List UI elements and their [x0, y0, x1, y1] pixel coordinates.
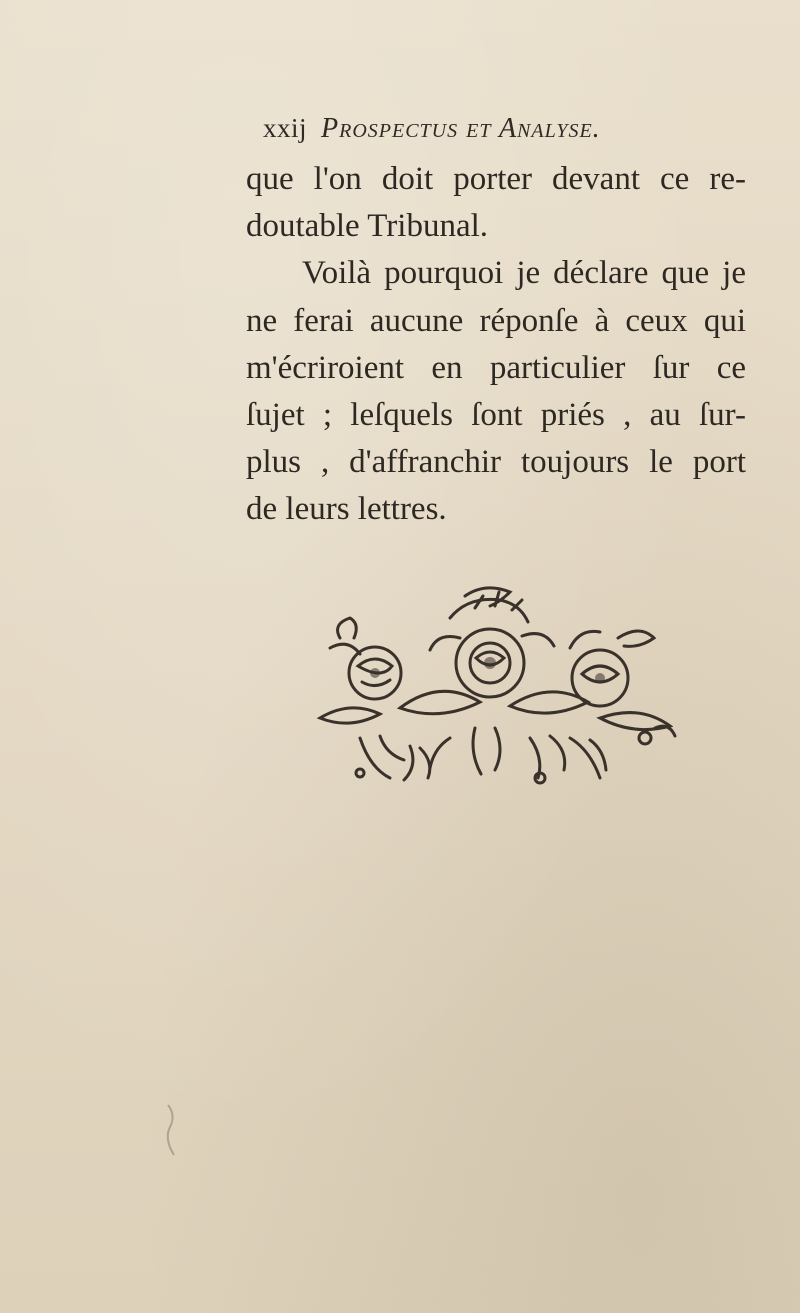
- text-line: Voilà pourquoi je déclare que je: [302, 255, 746, 292]
- text-line: plus , d'affranchir toujours le port: [246, 444, 746, 481]
- page-number: xxij: [263, 113, 308, 143]
- floral-vignette-icon: [300, 578, 695, 788]
- running-title: Prospectus et Analyse.: [321, 113, 601, 144]
- paper-mark: [150, 1100, 190, 1160]
- text-line: ne ferai aucune réponſe à ceux qui: [246, 302, 746, 339]
- body-text: [246, 156, 746, 534]
- text-line: ſujet ; leſquels ſont priés , au ſur-: [246, 396, 746, 433]
- text-line: doutable Tribunal.: [246, 208, 489, 245]
- running-head: [263, 113, 763, 147]
- text-line: m'écriroient en particulier ſur ce: [246, 349, 746, 386]
- text-line: de leurs lettres.: [246, 491, 447, 528]
- text-line: que l'on doit porter devant ce re-: [246, 161, 746, 197]
